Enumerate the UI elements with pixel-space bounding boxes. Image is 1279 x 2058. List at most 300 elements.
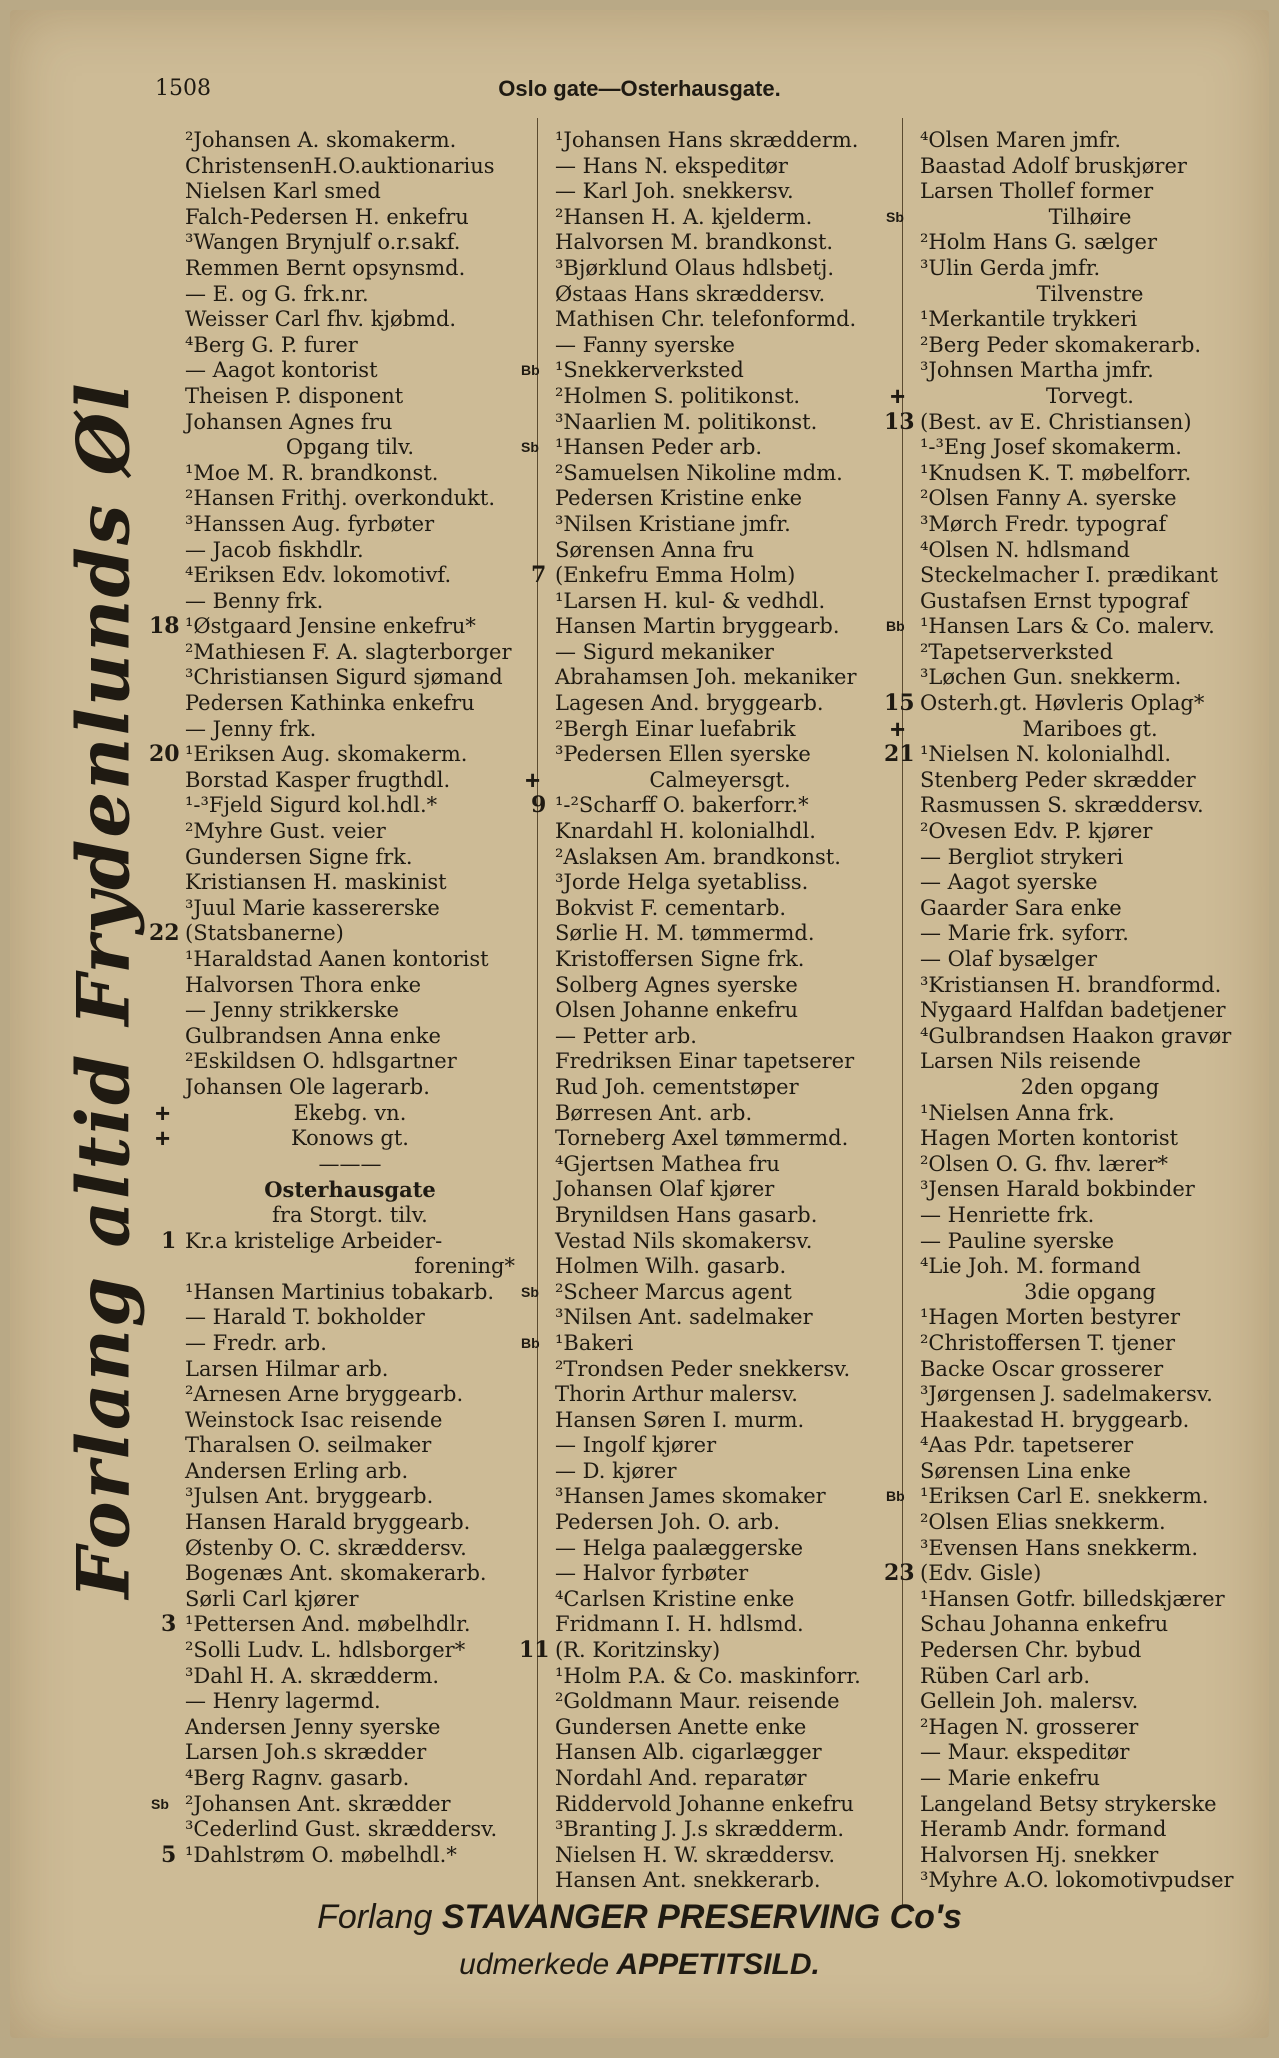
directory-entry <box>884 690 1260 717</box>
cross-street-marker: + <box>890 380 906 411</box>
directory-entry <box>185 230 515 256</box>
directory-entry <box>555 1689 885 1715</box>
entry-text: Andersen Jenny syerske <box>185 1714 441 1739</box>
directory-entry <box>185 512 515 538</box>
directory-entry <box>920 1433 1260 1459</box>
entry-text: Sørensen Lina enke <box>920 1458 1131 1483</box>
directory-entry <box>555 1382 885 1408</box>
cross-street-marker: + <box>155 1123 171 1154</box>
entry-text: ²Myhre Gust. veier <box>185 819 386 844</box>
directory-entry <box>920 819 1260 845</box>
directory-entry <box>161 1227 515 1255</box>
directory-entry <box>519 1637 885 1664</box>
entry-text: Tharalsen O. seilmaker <box>185 1433 432 1458</box>
entry-text: ¹Nielsen Anna frk. <box>920 1100 1115 1125</box>
entry-text: Bokvist F. cementarb. <box>555 895 787 920</box>
directory-entry <box>149 920 515 947</box>
directory-entry <box>555 691 885 717</box>
house-number: 22 <box>149 920 180 947</box>
directory-entry <box>151 1791 515 1818</box>
house-number: 5 <box>161 1841 177 1868</box>
directory-entry <box>185 947 515 973</box>
entry-text: ⁴Gjertsen Mathea fru <box>555 1151 780 1176</box>
directory-entry <box>555 1024 885 1050</box>
directory-entry <box>555 384 885 410</box>
entry-text: ³Julsen Ant. bryggearb. <box>185 1484 434 1509</box>
entry-text: ²Trondsen Peder snekkersv. <box>555 1356 851 1381</box>
entry-text: — Harald T. bokholder <box>185 1305 425 1330</box>
directory-entry <box>555 717 885 743</box>
directory-entry <box>185 1817 515 1843</box>
entry-text: Torvegt. <box>1046 383 1134 408</box>
entry-text: ³Myhre A.O. lokomotivpudser <box>920 1868 1234 1893</box>
directory-entry <box>884 1560 1260 1587</box>
directory-entry <box>185 154 515 180</box>
directory-entry <box>185 717 515 743</box>
directory-entry <box>555 1536 885 1562</box>
house-number: 11 <box>519 1637 550 1664</box>
directory-entry <box>555 1484 885 1510</box>
directory-entry <box>185 1689 515 1715</box>
directory-entry <box>920 845 1260 871</box>
directory-entry <box>920 1408 1260 1434</box>
entry-text: ¹-²Scharff O. bakerforr.* <box>555 793 809 818</box>
directory-entry <box>920 179 1260 205</box>
entry-text: ²Goldmann Maur. reisende <box>555 1689 840 1714</box>
directory-entry <box>185 1561 515 1587</box>
entry-text: — Fredr. arb. <box>185 1330 327 1355</box>
entry-text: Johansen Agnes fru <box>185 409 393 434</box>
directory-entry <box>555 1587 885 1613</box>
directory-entry <box>920 256 1260 282</box>
directory-entry <box>555 1203 885 1229</box>
directory-entry <box>920 1740 1260 1766</box>
entry-text: — Aagot kontorist <box>185 358 378 383</box>
directory-entry <box>555 1126 885 1152</box>
entry-text: ⁴Eriksen Edv. lokomotivf. <box>185 563 452 588</box>
entry-text: Brynildsen Hans gasarb. <box>555 1202 818 1227</box>
entry-text: ⁴Carlsen Kristine enke <box>555 1586 795 1611</box>
entry-text: Opgang tilv. <box>285 435 415 460</box>
entry-text: ²Samuelsen Nikoline mdm. <box>555 460 843 485</box>
directory-entry <box>920 512 1260 538</box>
directory-entry <box>890 380 1260 411</box>
directory-entry <box>555 1561 885 1587</box>
entry-text: Nygaard Halfdan badetjener <box>920 998 1226 1023</box>
location-marker: Sb <box>886 208 904 225</box>
entry-text: ³Cederlind Gust. skræddersv. <box>185 1817 498 1842</box>
directory-entry <box>555 1510 885 1536</box>
directory-entry <box>555 921 885 947</box>
entry-text: ¹Johansen Hans skrædderm. <box>555 128 859 152</box>
entry-text: ³Hanssen Aug. fyrbøter <box>185 511 435 536</box>
directory-entry <box>920 1664 1260 1690</box>
entry-text: ¹Snekkerverksted <box>555 358 744 383</box>
directory-entry <box>920 307 1260 333</box>
entry-text: ³Mørch Fredr. typograf <box>920 511 1167 536</box>
directory-entry <box>185 461 515 487</box>
entry-text: fra Storgt. tilv. <box>272 1202 428 1227</box>
directory-entry <box>920 154 1260 180</box>
directory-entry <box>886 614 1260 640</box>
entry-text: ³Jorde Helga syetabliss. <box>555 870 809 895</box>
directory-entry <box>185 1357 515 1383</box>
entry-text: — Jenny frk. <box>185 716 317 741</box>
directory-entry <box>920 768 1260 794</box>
entry-text: Calmeyersgt. <box>649 767 791 792</box>
directory-entry <box>920 1638 1260 1664</box>
directory-entry <box>920 973 1260 999</box>
column-3 <box>884 128 1260 1894</box>
entry-text: Østaas Hans skræddersv. <box>555 281 826 306</box>
footer-ad-word: udmerkede <box>459 1948 610 1981</box>
directory-entry <box>555 333 885 359</box>
entry-text: Pedersen Joh. O. arb. <box>555 1510 780 1535</box>
directory-entry <box>920 998 1260 1024</box>
entry-text: ³Wangen Brynjulf o.r.sakf. <box>185 230 461 255</box>
directory-entry <box>555 1868 885 1894</box>
entry-text: — Henriette frk. <box>920 1202 1095 1227</box>
directory-entry <box>149 741 515 768</box>
directory-entry <box>555 307 885 333</box>
directory-entry <box>185 1408 515 1434</box>
directory-entry <box>555 1792 885 1818</box>
entry-text: Sørli Carl kjører <box>185 1586 359 1611</box>
entry-text: Sørensen Anna fru <box>555 537 755 562</box>
directory-entry <box>185 640 515 666</box>
entry-text: ²Scheer Marcus agent <box>555 1279 792 1304</box>
entry-text: Fredriksen Einar tapetserer <box>555 1049 855 1074</box>
entry-text: Hansen Søren I. murm. <box>555 1407 805 1432</box>
directory-entry <box>185 410 515 436</box>
footer-ad-line-2 <box>10 1948 1269 1982</box>
directory-entry <box>920 1817 1260 1843</box>
entry-text: ³Dahl H. A. skrædderm. <box>185 1663 440 1688</box>
directory-entry <box>555 1715 885 1741</box>
directory-entry <box>920 486 1260 512</box>
directory-entry <box>920 1049 1260 1075</box>
entry-text: ²Arnesen Arne bryggearb. <box>185 1382 464 1407</box>
directory-entry <box>920 1766 1260 1792</box>
directory-entry <box>185 1484 515 1510</box>
directory-entry <box>886 1484 1260 1510</box>
directory-entry <box>155 1123 515 1154</box>
directory-entry <box>920 1280 1260 1306</box>
directory-entry <box>185 179 515 205</box>
entry-text: Larsen Nils reisende <box>920 1049 1141 1074</box>
entry-text: — Jacob fiskhdlr. <box>185 537 364 562</box>
entry-text: Larsen Hilmar arb. <box>185 1356 389 1381</box>
directory-entry <box>920 1510 1260 1536</box>
directory-entry <box>521 1330 885 1357</box>
column-1 <box>149 128 515 1868</box>
directory-entry <box>521 358 885 384</box>
directory-entry <box>920 1843 1260 1869</box>
house-number: 3 <box>161 1611 177 1638</box>
entry-text: ³Evensen Hans snekkerm. <box>920 1535 1199 1560</box>
entry-text: ³Nilsen Kristiane jmfr. <box>555 511 791 536</box>
directory-entry <box>185 1203 515 1229</box>
entry-text: ²Christoffersen T. tjener <box>920 1330 1176 1355</box>
directory-entry <box>185 1382 515 1408</box>
entry-text: Mathisen Chr. telefonformd. <box>555 307 857 332</box>
entry-text: Abrahamsen Joh. mekaniker <box>555 665 857 690</box>
entry-text: ²Holm Hans G. sælger <box>920 230 1158 255</box>
directory-entry <box>185 768 515 794</box>
directory-entry <box>884 408 1260 436</box>
entry-text: Gaarder Sara enke <box>920 895 1122 920</box>
entry-text: — Ingolf kjører <box>555 1433 717 1458</box>
directory-entry <box>185 1152 515 1178</box>
entry-text: — Henry lagermd. <box>185 1689 381 1714</box>
entry-text: — Helga paalæggerske <box>555 1535 803 1560</box>
entry-text: ³Løchen Gun. snekkerm. <box>920 665 1182 690</box>
directory-entry <box>920 1305 1260 1331</box>
entry-text: ¹Hansen Peder arb. <box>555 435 763 460</box>
entry-text: Børresen Ant. arb. <box>555 1100 753 1125</box>
entry-text: ³Kristiansen H. brandformd. <box>920 972 1222 997</box>
entry-text: — Petter arb. <box>555 1023 697 1048</box>
entry-text: ³Hansen James skomaker <box>555 1484 826 1509</box>
entry-text: ¹-³Fjeld Sigurd kol.hdl.* <box>185 793 438 818</box>
directory-entry <box>185 665 515 691</box>
directory-entry <box>185 205 515 231</box>
entry-text: — Halvor fyrbøter <box>555 1561 749 1586</box>
entry-text: Falch-Pedersen H. enkefru <box>185 204 469 229</box>
directory-entry <box>555 589 885 615</box>
entry-text: ¹Knudsen K. T. møbelforr. <box>920 460 1192 485</box>
location-marker: Bb <box>521 1334 540 1351</box>
entry-text: ——— <box>318 1151 382 1176</box>
entry-text: — Karl Joh. snekkersv. <box>555 179 794 204</box>
directory-entry <box>149 613 515 640</box>
entry-text: Pedersen Chr. bybud <box>920 1638 1142 1663</box>
entry-text: Gundersen Signe frk. <box>185 844 413 869</box>
directory-entry <box>920 1715 1260 1741</box>
directory-entry <box>555 1152 885 1178</box>
entry-text: ¹Hagen Morten bestyrer <box>920 1305 1181 1330</box>
entry-text: Steckelmacher I. prædikant <box>920 563 1218 588</box>
entry-text: — Fanny syerske <box>555 332 735 357</box>
entry-text: — Hans N. ekspeditør <box>555 153 788 178</box>
entry-text: — Bergliot strykeri <box>920 844 1124 869</box>
directory-entry <box>185 870 515 896</box>
directory-entry <box>920 1868 1260 1894</box>
house-number: 21 <box>884 741 915 768</box>
directory-entry <box>185 128 515 154</box>
directory-entry <box>920 1152 1260 1178</box>
entry-text: Larsen Joh.s skrædder <box>185 1740 427 1765</box>
entry-text: — E. og G. frk.nr. <box>185 281 369 306</box>
house-number: 13 <box>884 408 915 435</box>
entry-text: ²Olsen O. G. fhv. lærer* <box>920 1151 1168 1176</box>
entry-text: ²Holmen S. politikonst. <box>555 383 801 408</box>
entry-text: Rud Joh. cementstøper <box>555 1074 799 1099</box>
directory-entry <box>185 896 515 922</box>
entry-text: ³Naarlien M. politikonst. <box>555 409 818 434</box>
side-advertisement <box>58 381 148 1599</box>
entry-text: ³Pedersen Ellen syerske <box>555 742 811 767</box>
directory-entry <box>920 282 1260 308</box>
directory-entry <box>920 358 1260 384</box>
directory-entry <box>555 512 885 538</box>
directory-entry <box>185 333 515 359</box>
entry-text: Schau Johanna enkefru <box>920 1612 1169 1637</box>
directory-entry <box>185 819 515 845</box>
directory-entry <box>185 1075 515 1101</box>
entry-text: ¹Eriksen Carl E. snekkerm. <box>920 1484 1209 1509</box>
directory-entry <box>555 154 885 180</box>
page-header <box>10 76 1269 106</box>
entry-text: ³Nilsen Ant. sadelmaker <box>555 1305 813 1330</box>
entry-text: ²Eskildsen O. hdlsgartner <box>185 1049 457 1074</box>
house-number: 15 <box>884 690 915 717</box>
directory-entry <box>920 1689 1260 1715</box>
entry-text: Hansen Harald bryggearb. <box>185 1510 471 1535</box>
entry-text: ⁴Olsen Maren jmfr. <box>920 128 1122 152</box>
directory-entry <box>185 1305 515 1331</box>
footer-ad-line-1 <box>10 1898 1269 1937</box>
entry-text: forening* <box>414 1254 515 1279</box>
directory-entry <box>185 589 515 615</box>
house-number: 18 <box>149 613 180 640</box>
entry-text: ²Hansen Frithj. overkondukt. <box>185 486 496 511</box>
location-marker: Bb <box>521 362 540 379</box>
directory-entry <box>555 819 885 845</box>
directory-entry <box>185 1536 515 1562</box>
directory-entry <box>185 1715 515 1741</box>
directory-entry <box>555 1740 885 1766</box>
house-number: 1 <box>161 1227 177 1254</box>
directory-entry <box>920 1382 1260 1408</box>
directory-entry <box>920 947 1260 973</box>
directory-entry <box>920 333 1260 359</box>
entry-text: ³Juul Marie kassererske <box>185 895 440 920</box>
directory-entry <box>185 358 515 384</box>
entry-text: (Enkefru Emma Holm) <box>555 563 796 588</box>
entry-text: ²Bergh Einar luefabrik <box>555 716 796 741</box>
entry-text: Hansen Martin bryggearb. <box>555 614 840 639</box>
directory-entry <box>185 845 515 871</box>
entry-text: ³Bjørklund Olaus hdlsbetj. <box>555 255 835 280</box>
directory-entry <box>555 282 885 308</box>
entry-text: Konows gt. <box>291 1126 409 1151</box>
directory-entry <box>920 921 1260 947</box>
directory-entry <box>555 1049 885 1075</box>
directory-entry <box>920 896 1260 922</box>
directory-entry <box>920 1331 1260 1357</box>
entry-text: ⁴Berg G. P. furer <box>185 332 358 357</box>
directory-entry <box>920 1459 1260 1485</box>
directory-entry <box>886 204 1260 231</box>
directory-entry <box>555 1766 885 1792</box>
directory-entry <box>185 1638 515 1664</box>
directory-entry <box>555 486 885 512</box>
directory-entry <box>185 1664 515 1690</box>
entry-text: Hansen Ant. snekkerarb. <box>555 1868 821 1893</box>
entry-text: Kr.a kristelige Arbeider- <box>185 1228 443 1253</box>
entry-text: Holmen Wilh. gasarb. <box>555 1254 787 1279</box>
entry-text: ¹Larsen H. kul- & vedhdl. <box>555 588 826 613</box>
entry-text: ¹Bakeri <box>555 1330 634 1355</box>
directory-entry <box>555 896 885 922</box>
directory-entry <box>555 1357 885 1383</box>
entry-text: Thorin Arthur malersv. <box>555 1382 798 1407</box>
directory-entry <box>161 1841 515 1869</box>
entry-text: Gustafsen Ernst typograf <box>920 588 1189 613</box>
directory-page <box>10 10 1269 2038</box>
entry-text: Nielsen H. W. skræddersv. <box>555 1842 836 1867</box>
directory-entry <box>555 1177 885 1203</box>
entry-text: Johansen Olaf kjører <box>555 1177 775 1202</box>
directory-entry <box>185 1177 515 1203</box>
directory-entry <box>185 1433 515 1459</box>
directory-entry <box>920 1177 1260 1203</box>
entry-text: (Best. av E. Christiansen) <box>920 409 1192 434</box>
directory-entry <box>920 1254 1260 1280</box>
entry-text: Kristoffersen Signe frk. <box>555 947 805 971</box>
entry-text: ³Christiansen Sigurd sjømand <box>185 665 503 690</box>
entry-text: ²Hansen H. A. kjelderm. <box>555 204 813 229</box>
entry-text: Rasmussen S. skræddersv. <box>920 793 1204 818</box>
directory-entry <box>185 691 515 717</box>
entry-text: — Sigurd mekaniker <box>555 639 774 664</box>
directory-entry <box>555 973 885 999</box>
directory-entry <box>920 1203 1260 1229</box>
entry-text: ¹Pettersen And. møbelhdlr. <box>185 1612 471 1637</box>
directory-entry <box>920 1612 1260 1638</box>
footer-ad-product: APPETITSILD. <box>616 1948 820 1981</box>
entry-text: ¹Østgaard Jensine enkefru* <box>185 614 476 639</box>
directory-entry <box>531 792 885 819</box>
entry-text: Remmen Bernt opsynsmd. <box>185 255 466 280</box>
cross-street-marker: + <box>890 713 906 744</box>
directory-entry <box>555 1817 885 1843</box>
directory-entry <box>185 998 515 1024</box>
entry-text: Gundersen Anette enke <box>555 1714 807 1739</box>
entry-text: — D. kjører <box>555 1458 677 1483</box>
directory-entry <box>555 461 885 487</box>
entry-text: Mariboes gt. <box>1022 716 1158 741</box>
directory-entry <box>555 947 885 973</box>
directory-entry <box>185 486 515 512</box>
entry-text: Borstad Kasper frugthdl. <box>185 767 451 792</box>
entry-text: Rüben Carl arb. <box>920 1663 1091 1688</box>
entry-text: ²Tapetserverksted <box>920 639 1114 664</box>
directory-entry <box>185 384 515 410</box>
directory-entry <box>920 461 1260 487</box>
entry-text: ³Jensen Harald bokbinder <box>920 1177 1195 1202</box>
directory-entry <box>185 1254 515 1280</box>
directory-entry <box>185 1510 515 1536</box>
entry-text: Halvorsen Thora enke <box>185 972 422 997</box>
entry-text: ³Johnsen Martha jmfr. <box>920 358 1154 383</box>
entry-text: 2den opgang <box>1020 1074 1160 1099</box>
entry-text: ⁴Lie Joh. M. formand <box>920 1254 1141 1279</box>
entry-text: (Edv. Gisle) <box>920 1561 1042 1586</box>
directory-entry <box>185 1766 515 1792</box>
directory-entry <box>185 538 515 564</box>
directory-entry <box>920 1101 1260 1127</box>
directory-entry <box>185 1740 515 1766</box>
entry-text: Langeland Betsy strykerske <box>920 1791 1217 1816</box>
page-title: Oslo gate—Osterhausgate. <box>498 76 781 101</box>
entry-text: ¹Eriksen Aug. skomakerm. <box>185 742 468 767</box>
entry-text: ¹Hansen Martinius tobakarb. <box>185 1279 495 1304</box>
directory-entry <box>555 1612 885 1638</box>
directory-entry <box>555 1075 885 1101</box>
directory-entry <box>525 764 885 795</box>
